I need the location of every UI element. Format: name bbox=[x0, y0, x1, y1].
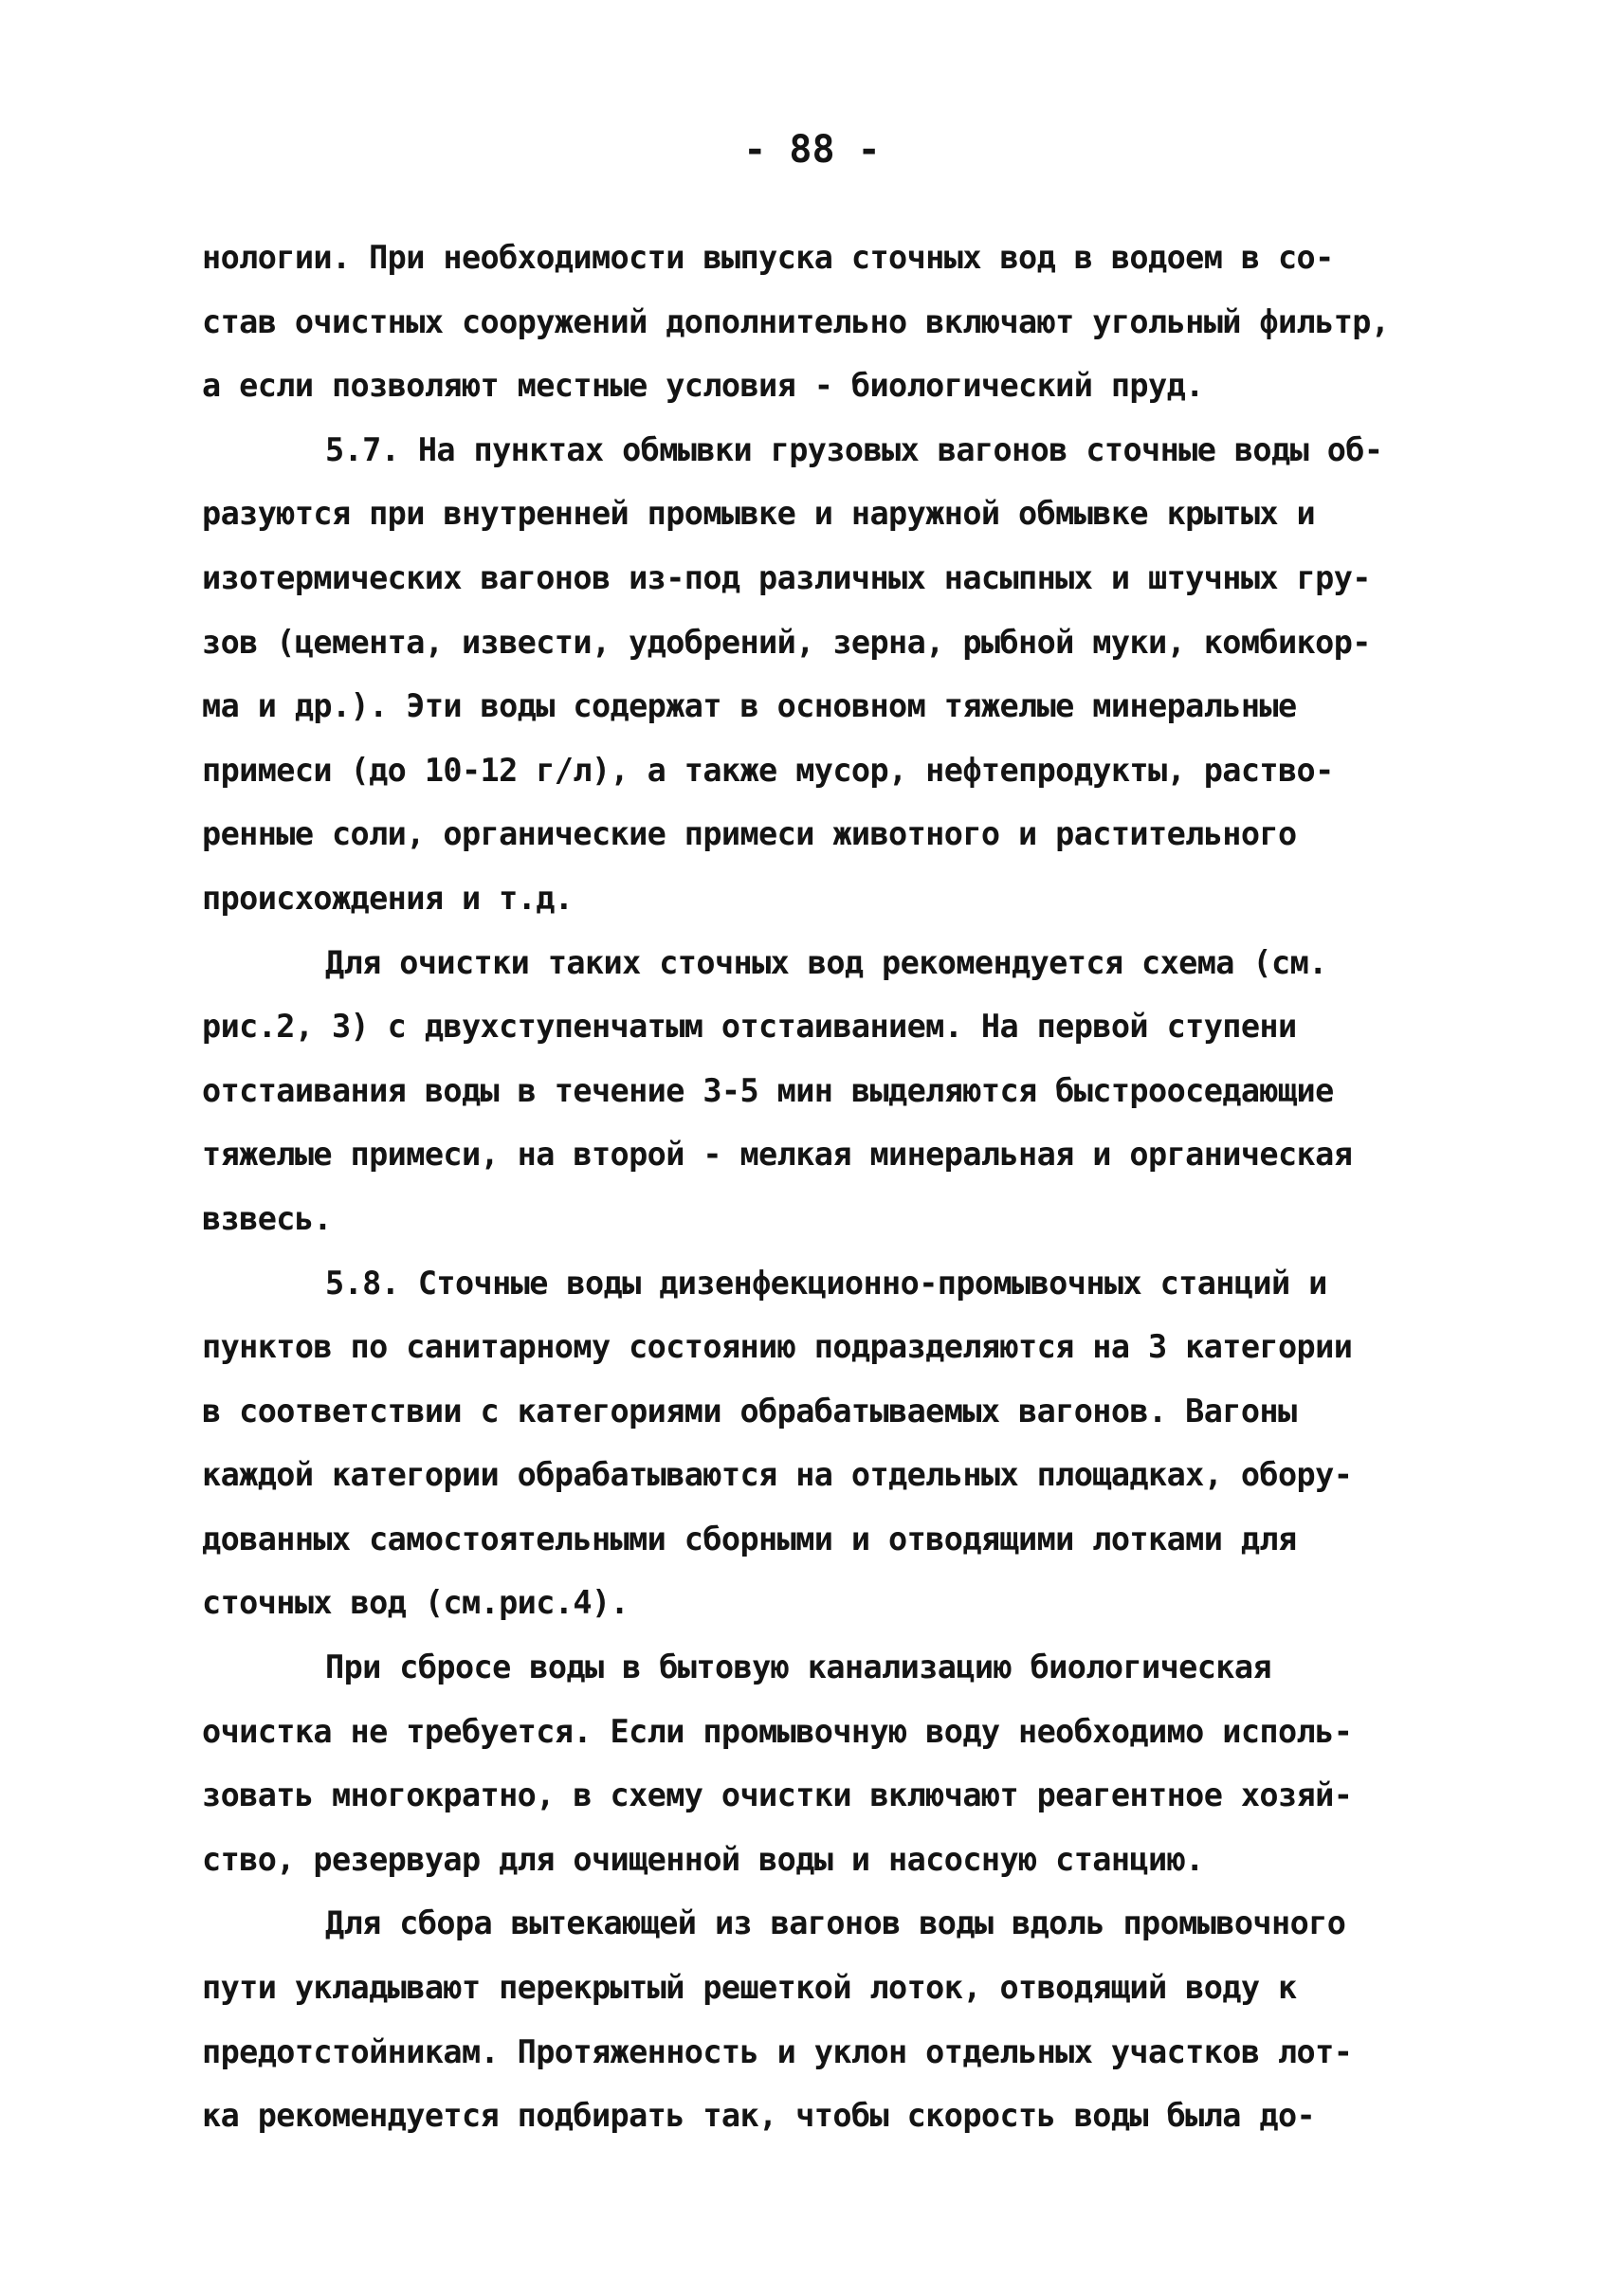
page-number: - 88 - bbox=[743, 128, 881, 172]
text-line: разуются при внутренней промывке и наружной обмывке крытых и bbox=[202, 495, 1316, 533]
text-line: примеси (до 10-12 г/л), а также мусор, нефтепродукты, раство- bbox=[202, 751, 1334, 789]
text-line: очистка не требуется. Если промывочную воду необходимо исполь- bbox=[202, 1712, 1353, 1750]
text-line: сточных вод (см.рис.4). bbox=[202, 1584, 630, 1622]
text-line: ренные соли, органические примеси животного и растительного bbox=[202, 815, 1297, 853]
text-line: зовать многократно, в схему очистки включают реагентное хозяй- bbox=[202, 1776, 1353, 1814]
text-line: нологии. При необходимости выпуска сточных вод в водоем в со- bbox=[202, 239, 1334, 276]
text-line: предотстойникам. Протяженность и уклон отдельных участков лот- bbox=[202, 2032, 1353, 2070]
text-line: в соответствии с категориями обрабатываемых вагонов. Вагоны bbox=[202, 1392, 1297, 1430]
text-line: став очистных сооружений дополнительно включают угольный фильтр, bbox=[202, 302, 1390, 340]
text-line: дованных самостоятельными сборными и отводящими лотками для bbox=[202, 1520, 1297, 1557]
text-line: а если позволяют местные условия - биологический пруд. bbox=[202, 367, 1204, 405]
text-line: рис.2, 3) с двухступенчатым отстаиванием. На первой ступени bbox=[202, 1008, 1297, 1046]
body-text bbox=[202, 226, 1434, 2148]
text-line: ка рекомендуется подбирать так, чтобы скорость воды была до- bbox=[202, 2097, 1316, 2135]
text-line: изотермических вагонов из-под различных насыпных и штучных гру- bbox=[202, 558, 1371, 596]
text-line: взвесь. bbox=[202, 1199, 332, 1237]
text-line: пунктов по санитарному состоянию подразделяются на 3 категории bbox=[202, 1328, 1353, 1366]
text-line: каждой категории обрабатываются на отдельных площадках, обору- bbox=[202, 1456, 1353, 1494]
text-line: ство, резервуар для очищенной воды и насосную станцию. bbox=[202, 1840, 1204, 1878]
text-line: Для сбора вытекающей из вагонов воды вдоль промывочного bbox=[325, 1904, 1346, 1942]
text-line: При сбросе воды в бытовую канализацию биологическая bbox=[325, 1648, 1272, 1686]
text-line: происхождения и т.д. bbox=[202, 879, 574, 917]
text-line: отстаивания воды в течение 3-5 мин выделяются быстрооседающие bbox=[202, 1071, 1334, 1109]
text-line: пути укладывают перекрытый решеткой лоток, отводящий воду к bbox=[202, 1969, 1297, 2007]
text-line: 5.8. Сточные воды дизенфекционно-промывочных станций и bbox=[325, 1264, 1327, 1302]
text-line: тяжелые примеси, на второй - мелкая минеральная и органическая bbox=[202, 1136, 1353, 1174]
text-line: 5.7. На пунктах обмывки грузовых вагонов сточные воды об- bbox=[325, 430, 1383, 468]
text-line: ма и др.). Эти воды содержат в основном тяжелые минеральные bbox=[202, 687, 1297, 725]
text-line: Для очистки таких сточных вод рекомендуется схема (см. bbox=[325, 943, 1327, 981]
text-line: зов (цемента, извести, удобрений, зерна, рыбной муки, комбикор- bbox=[202, 623, 1371, 661]
